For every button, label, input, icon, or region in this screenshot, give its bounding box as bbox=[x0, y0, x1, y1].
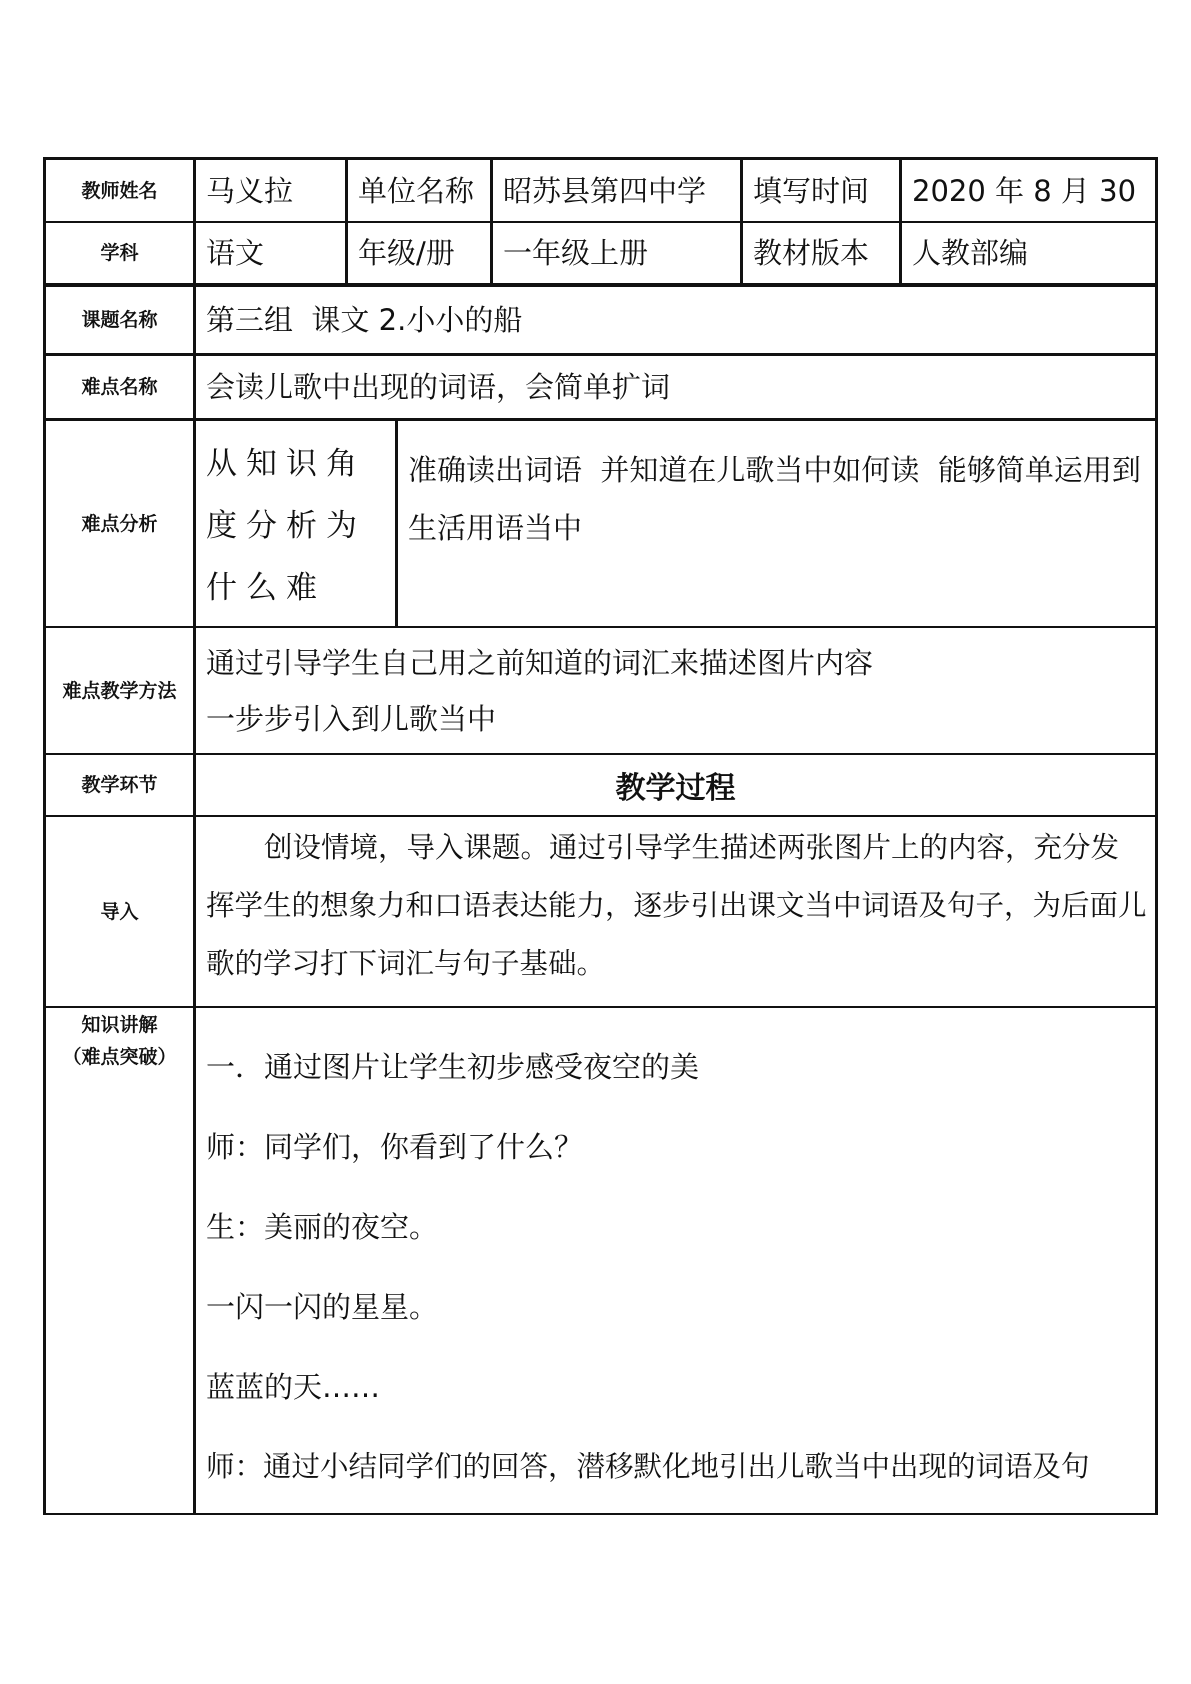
knowledge-line-1: 一．通过图片让学生初步感受夜空的美 bbox=[206, 1050, 700, 1084]
difficulty-value: 会读儿歌中出现的词语，会简单扩词 bbox=[206, 370, 671, 404]
fill-date-label: 填写时间 bbox=[753, 173, 870, 208]
knowledge-label-line-2: （难点突破） bbox=[62, 1046, 177, 1068]
unit-name-value: 昭苏县第四中学 bbox=[503, 173, 707, 208]
knowledge-content bbox=[196, 1027, 1155, 1507]
method-line-1: 通过引导学生自己用之前知道的词汇来描述图片内容 bbox=[206, 646, 874, 680]
grade-value: 一年级上册 bbox=[503, 236, 649, 270]
fill-date-value: 2020 年 8 月 30 bbox=[912, 173, 1137, 208]
knowledge-line-5: 蓝蓝的天…… bbox=[206, 1370, 381, 1404]
intro-label: 导入 bbox=[100, 900, 139, 923]
topic-value: 第三组 课文 2.小小的船 bbox=[206, 303, 523, 337]
topic-label: 课题名称 bbox=[81, 309, 158, 331]
knowledge-label bbox=[46, 1009, 193, 1073]
teacher-name-value: 马义拉 bbox=[206, 173, 294, 208]
unit-name-label: 单位名称 bbox=[358, 173, 475, 208]
knowledge-line-4: 一闪一闪的星星。 bbox=[206, 1290, 439, 1324]
analysis-value: 准确读出词语 并知道在儿歌当中如何读 能够简单运用到生活用语当中 bbox=[408, 453, 1141, 545]
process-label: 教学环节 bbox=[81, 774, 158, 796]
analysis-label: 难点分析 bbox=[81, 512, 158, 535]
difficulty-label: 难点名称 bbox=[81, 376, 158, 398]
knowledge-line-2: 师：同学们，你看到了什么？ bbox=[206, 1130, 584, 1164]
lesson-table bbox=[43, 157, 1158, 1515]
analysis-sub-label: 从知识角度分析为什么难 bbox=[206, 446, 366, 606]
subject-value: 语文 bbox=[206, 236, 265, 270]
method-line-2: 一步步引入到儿歌当中 bbox=[206, 702, 497, 736]
method-label: 难点教学方法 bbox=[62, 679, 177, 702]
edition-label: 教材版本 bbox=[753, 236, 870, 270]
intro-text: 创设情境，导入课题。通过引导学生描述两张图片上的内容，充分发挥学生的想象力和口语表达能力，逐步引出课文当中词语及句子，为后面儿歌的学习打下词汇与句子基础。 bbox=[206, 831, 1147, 980]
subject-label: 学科 bbox=[100, 242, 139, 264]
grade-label: 年级/册 bbox=[358, 236, 455, 270]
knowledge-line-6: 师：通过小结同学们的回答，潜移默化地引出儿歌当中出现的词语及句 bbox=[206, 1450, 1090, 1483]
edition-value: 人教部编 bbox=[912, 236, 1029, 270]
teacher-name-label: 教师姓名 bbox=[81, 179, 158, 202]
knowledge-line-3: 生：美丽的夜空。 bbox=[206, 1210, 439, 1244]
process-title: 教学过程 bbox=[615, 771, 736, 806]
knowledge-label-line-1: 知识讲解 bbox=[81, 1014, 158, 1036]
